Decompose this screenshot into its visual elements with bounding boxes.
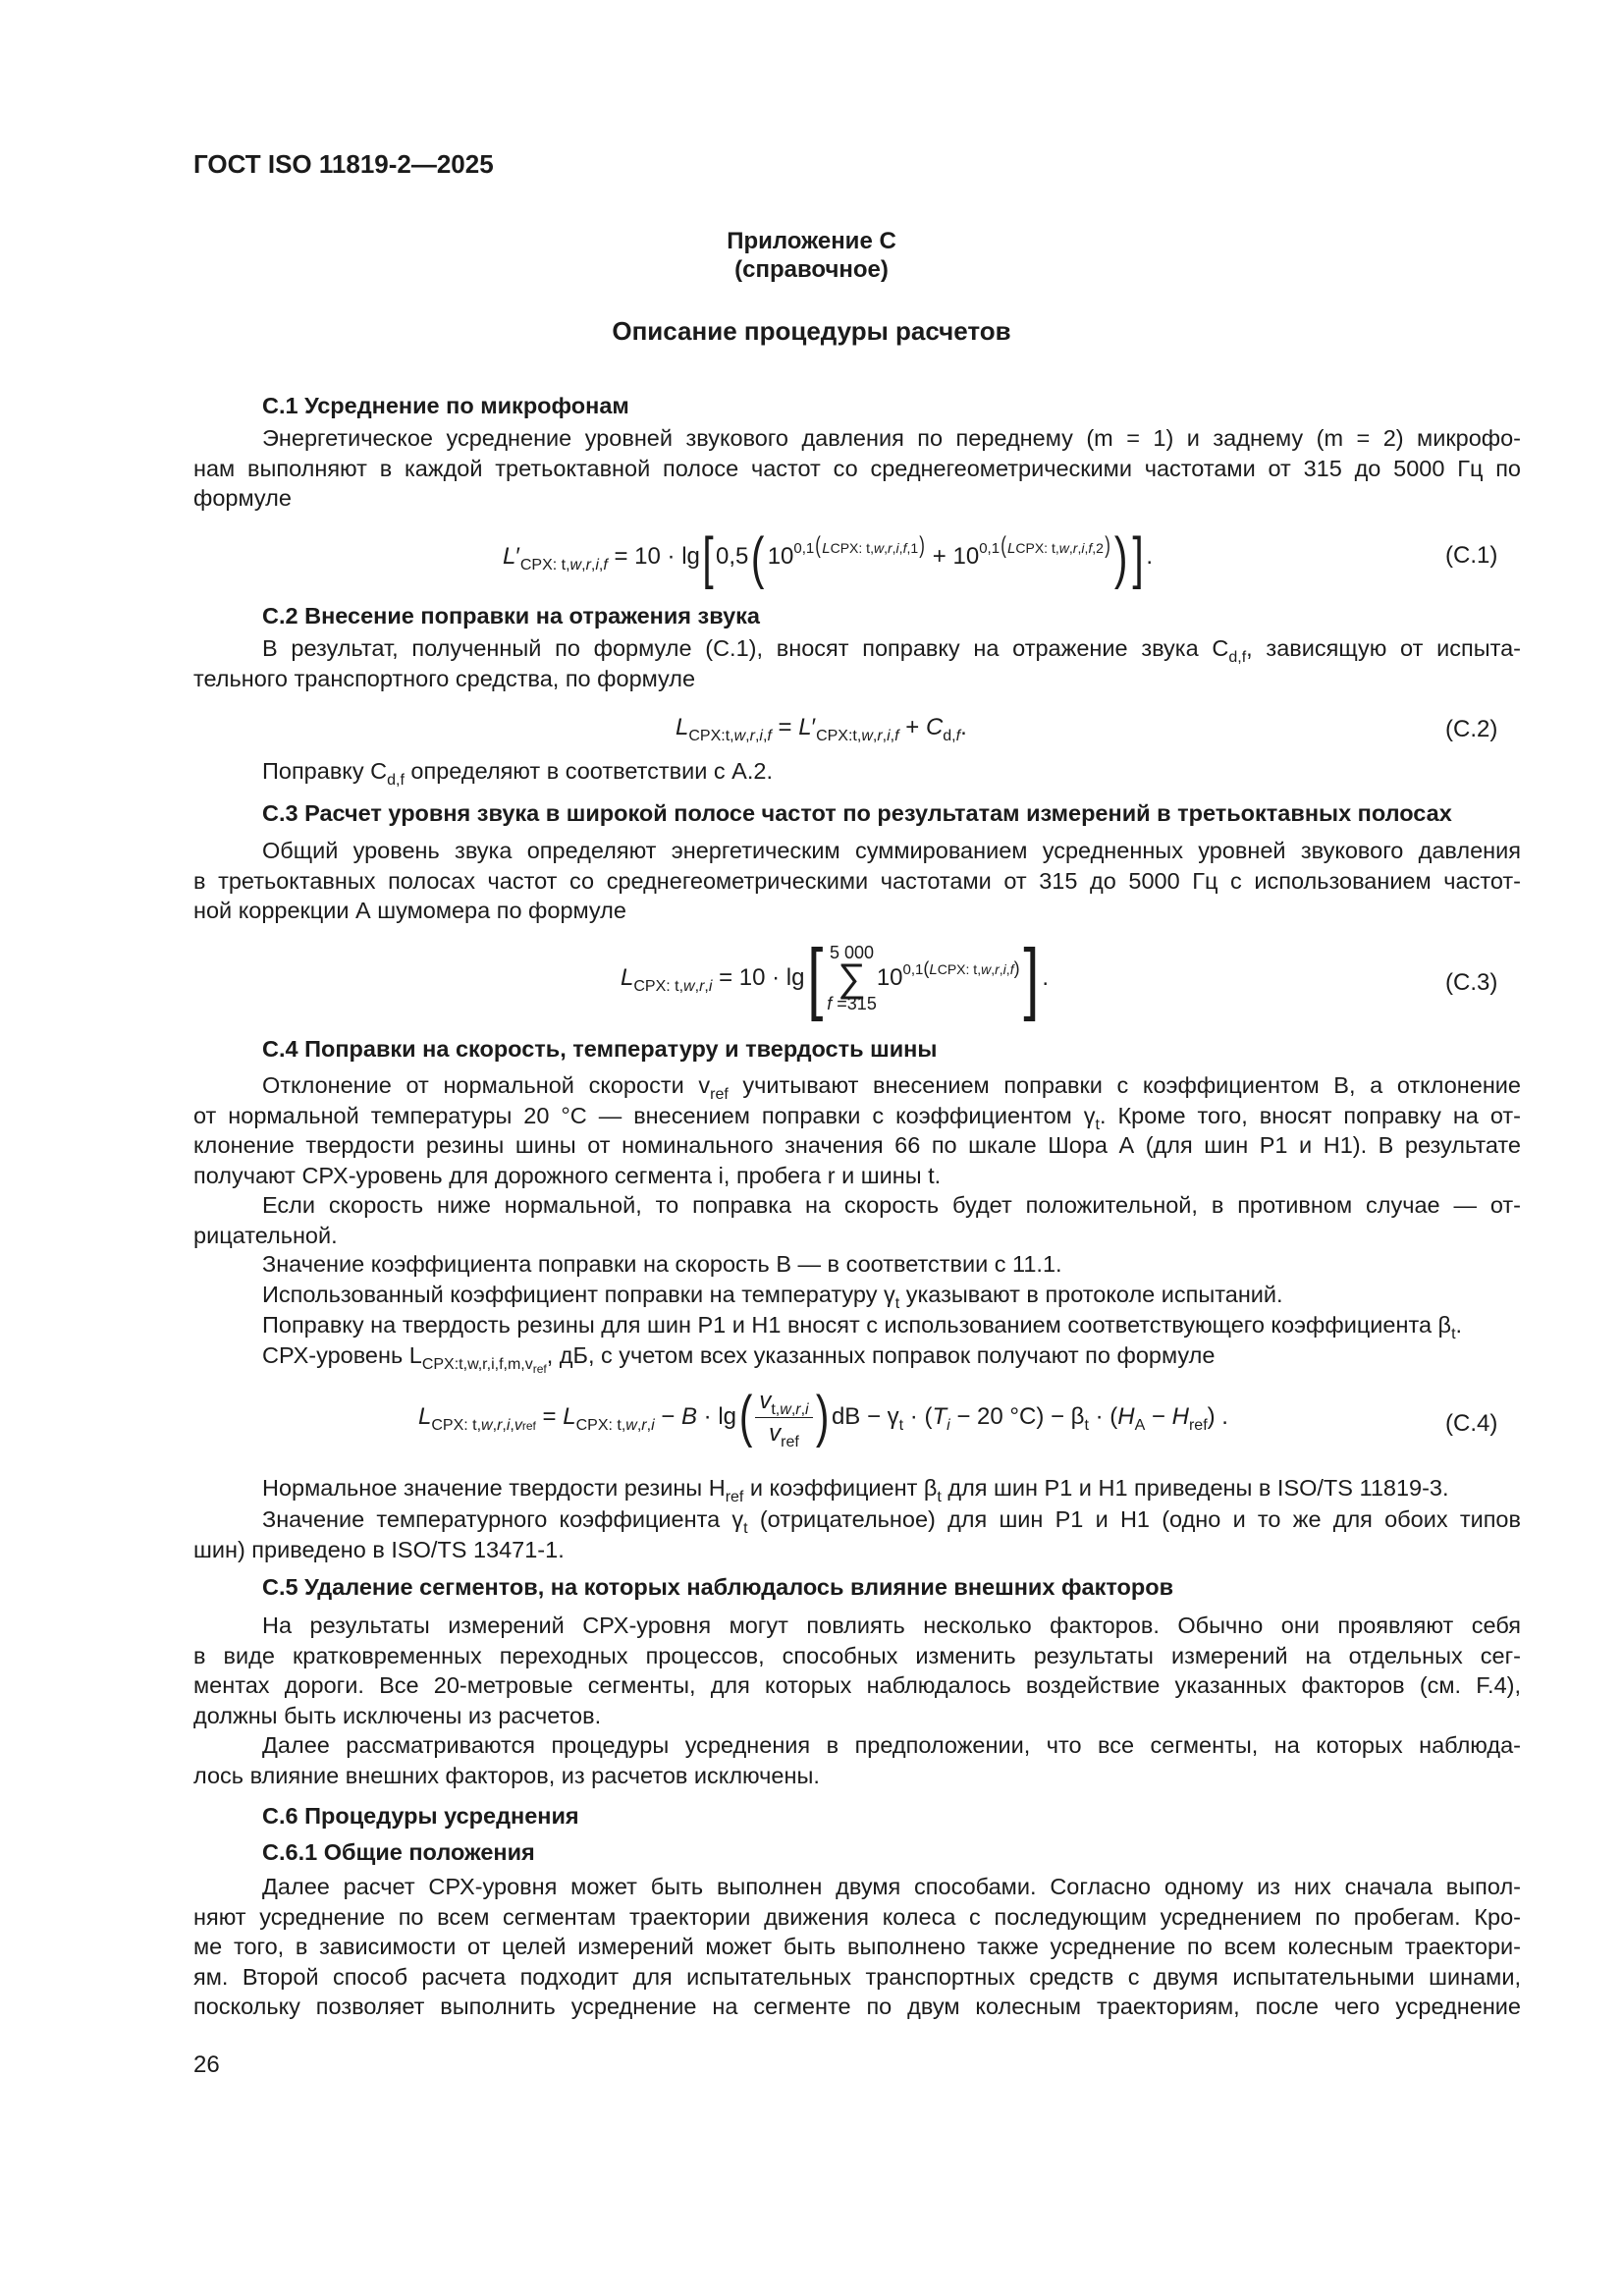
equation-number-c1: (С.1) <box>1445 542 1498 569</box>
section-c4-paragraph-1: Отклонение от нормальной скорости $v_{ref}$ учитывают внесением поправки с коэффициентом B, а отклонение от нормальной температуры 20 °С — внесением поправки с коэффициентом $\gamma_t$. Кроме того, вносят поправку на от- клонение твердости резины шины от номинального значения 66 по шкале Шора А (для шин Р1 и Н1). В результате получают СРХ-уровень для дорожного сегмента i, пробега r и шины t. <box>193 1072 1521 1188</box>
formula-c1: $L'_{CPX: t,w,r,i,f} = 10 \cdot \lg$[ 0,5( $10^{0,1(LCPX: t,w,r,i,f,1)} + 10^{0,1(LCPX: t,w,r,i,f,2)}$)] . <box>503 526 1154 590</box>
section-c6-title: С.6 Процедуры усреднения <box>262 1803 579 1829</box>
section-c4-paragraph-5: Поправку на твердость резины для шин Р1 и Н1 вносят с использованием соответствующего коэффициента $\beta_t$. <box>262 1312 1463 1342</box>
standard-header: ГОСТ ISO 11819-2—2025 <box>193 149 494 179</box>
formula-c4: $L_{CPX: t,w,r,i,vref} = L_{CPX: t,w,r,i} - B \cdot \lg$( $\frac{v_{t,w,r,i}}{v_{ref}}$ ) dB − $\gamma_t \cdot (T_i - 20$ $^\circ C) - \beta_t \cdot (H_A - H_{ref})$ . <box>418 1385 1228 1450</box>
section-c6-1-paragraph: Далее расчет СРХ-уровня может быть выполнен двумя способами. Согласно одному из них сначала выпол- няют усреднение по всем сегментам траектории движения колеса с последующим усреднением по пробегам. Кро- ме того, в зависимости от целей измерений может быть выполнено также усреднение по всем колесным траектори- ям. Второй способ расчета подходит для испытательных транспортных средств с двумя испытательными шинами, поскольку позволяет выполнить усреднение на сегменте по двум колесным траекториям, после чего усреднение <box>193 1874 1521 2019</box>
section-c2-paragraph: В результат, полученный по формуле (С.1), вносят поправку на отражение звука $C_{d,f}$, зависящую от испыта- тельного транспортного средства, по формуле <box>193 635 1521 691</box>
equation-number-c3: (С.3) <box>1445 969 1498 996</box>
annex-title: Приложение С <box>727 228 896 254</box>
section-c1-title: С.1 Усреднение по микрофонам <box>262 393 629 418</box>
section-c2-title: С.2 Внесение поправки на отражения звука <box>262 603 760 629</box>
page-number: 26 <box>193 2051 220 2078</box>
section-c4-paragraph-7: Нормальное значение твердости резины $H_{ref}$ и коэффициент $\beta_t$ для шин Р1 и Н1 приведены в ISO/TS 11819-3. <box>262 1475 1449 1505</box>
equation-number-c4: (С.4) <box>1445 1410 1498 1437</box>
section-c4-paragraph-2: Если скорость ниже нормальной, то поправка на скорость будет положительной, в противном случае — от- рицательной. <box>193 1192 1521 1248</box>
section-c3-paragraph: Общий уровень звука определяют энергетическим суммированием усредненных уровней звукового давления в третьоктавных полосах частот со среднегеометрическими частотами от 315 до 5000 Гц с использованием частот- ной коррекции А шумомера по формуле <box>193 838 1521 923</box>
section-c5-title: С.5 Удаление сегментов, на которых наблюдалось влияние внешних факторов <box>262 1574 1174 1600</box>
annex-heading: Описание процедуры расчетов <box>612 316 1011 346</box>
section-c4-paragraph-8: Значение температурного коэффициента $\gamma_t$ (отрицательное) для шин Р1 и Н1 (одно и то же для обоих типов шин) приведено в ISO/TS 13471-1. <box>193 1506 1521 1562</box>
section-c4-paragraph-6: СРХ-уровень $L_{CPX:t,w,r,i,f,m,v_{ref}}$, дБ, с учетом всех указанных поправок получают по формуле <box>262 1342 1216 1376</box>
section-c5-paragraph-1: На результаты измерений СРХ-уровня могут повлиять несколько факторов. Обычно они проявляют себя в виде кратковременных переходных процессов, способных изменить результаты измерений на отдельных сег- ментах дороги. Все 20-метровые сегменты, для которых наблюдалось воздействие указанных факторов (см. F.4), должны быть исключены из расчетов. <box>193 1613 1521 1728</box>
section-c2-note: Поправку $C_{d,f}$ определяют в соответствии с А.2. <box>262 758 773 789</box>
section-c3-title: С.3 Расчет уровня звука в широкой полосе частот по результатам измерений в третьоктавных полосах <box>262 800 1452 826</box>
formula-c2: $L_{CPX:t,w,r,i,f} = L'_{CPX:t,w,r,i,f} + C_{d,f}$. <box>676 714 967 744</box>
section-c1-paragraph: Энергетическое усреднение уровней звукового давления по переднему (m = 1) и заднему (m = 2) микрофо- нам выполняют в каждой третьоктавной полосе частот со среднегеометрическими частотами от 315 до 5000 Гц по формуле <box>193 425 1521 511</box>
section-c4-paragraph-4: Использованный коэффициент поправки на температуру $\gamma_t$ указывают в протоколе испытаний. <box>262 1282 1283 1312</box>
annex-status: (справочное) <box>734 256 889 283</box>
section-c6-1-title: С.6.1 Общие положения <box>262 1839 535 1865</box>
section-c4-paragraph-3: Значение коэффициента поправки на скорость B — в соответствии с 11.1. <box>262 1251 1062 1277</box>
formula-c3: $L_{CPX: t,w,r,i} = 10 \cdot \lg$[ 5 000 ∑ f =315 $10^{0,1(LCPX: t,w,r,i,f)}$] . <box>621 933 1050 1022</box>
section-c4-title: С.4 Поправки на скорость, температуру и твердость шины <box>262 1036 938 1062</box>
equation-number-c2: (С.2) <box>1445 716 1498 742</box>
section-c5-paragraph-2: Далее рассматриваются процедуры усреднения в предположении, что все сегменты, на которых наблюда- лось влияние внешних факторов, из расчетов исключены. <box>193 1732 1521 1788</box>
